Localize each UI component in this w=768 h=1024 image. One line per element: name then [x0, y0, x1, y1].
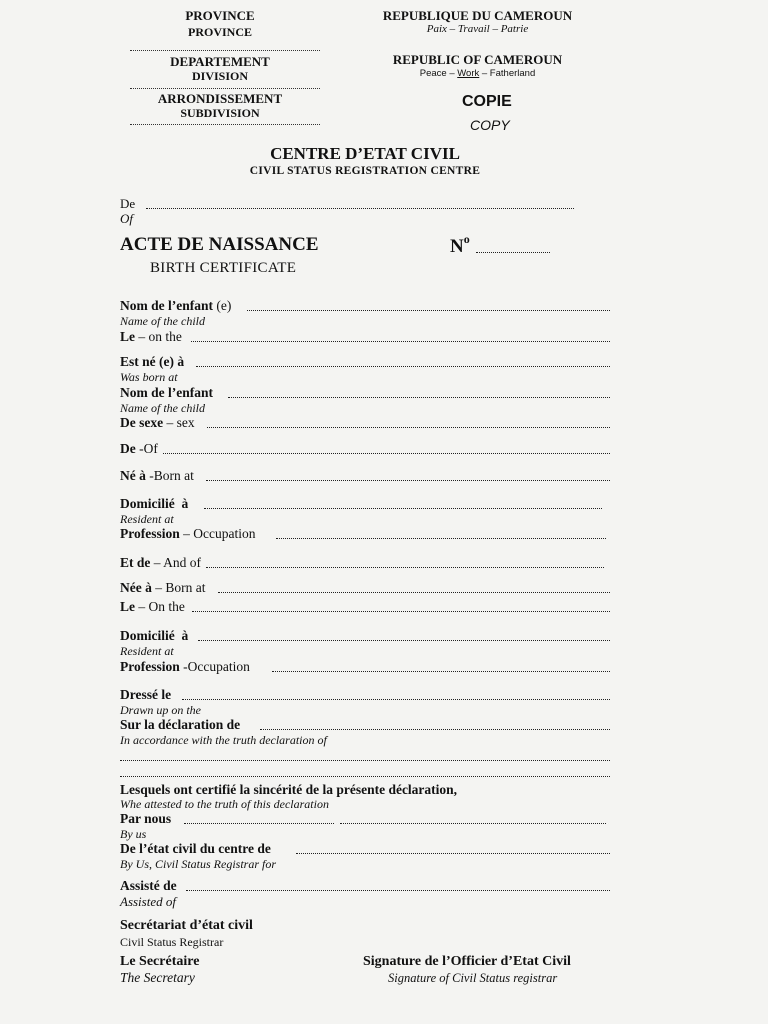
par-nous-blank-1 [184, 823, 334, 824]
dresse-le-en: Drawn up on the [120, 703, 201, 717]
profession-1-extra: – Occupation [179, 526, 256, 541]
de-sexe-fr: De sexe [120, 415, 164, 430]
arrondissement-en: SUBDIVISION [180, 106, 260, 120]
par-nous-label: Par nous [120, 811, 172, 826]
degree-icon: o [463, 232, 470, 246]
est-ne-en: Was born at [120, 370, 178, 384]
profession-1-label [120, 526, 255, 542]
nee-a-fr: Née à [120, 580, 152, 595]
nom-enfant-label [120, 298, 231, 314]
domicilie-2-blank [198, 640, 610, 641]
secretariat-en: Civil Status Registrar [120, 935, 224, 949]
et-de-label [120, 555, 201, 571]
declaration-blank-line-2 [120, 776, 610, 777]
number-label-text: N [450, 236, 464, 257]
nom-enfant-extra: (e) [213, 298, 232, 313]
certificate-title-en: BIRTH CERTIFICATE [150, 260, 297, 276]
le-on-the-fr: Le [120, 329, 135, 344]
sur-declaration-label: Sur la déclaration de [120, 717, 241, 732]
dresse-le-blank [182, 699, 610, 700]
profession-1-blank [276, 538, 606, 539]
lesquels-label: Lesquels ont certifié la sincérité de la présente déclaration, [120, 782, 458, 797]
de-of-extra: -Of [135, 441, 158, 456]
domicilie-1-blank [204, 508, 602, 509]
republic-en: REPUBLIC OF CAMEROUN [392, 52, 563, 67]
centre-title-fr: CENTRE D’ETAT CIVIL [270, 144, 460, 163]
le-on-the-blank [191, 341, 610, 342]
province-separator [130, 50, 320, 51]
dresse-le-label: Dressé le [120, 687, 172, 702]
de-blank [146, 208, 574, 209]
par-nous-en: By us [120, 827, 147, 841]
et-de-extra: – And of [150, 555, 201, 570]
copie-label: COPIE [462, 93, 512, 110]
ne-a-extra: -Born at [145, 468, 194, 483]
motto-en-part1: Peace – [419, 68, 458, 79]
number-label [450, 232, 470, 258]
etat-civil-centre-blank [296, 853, 610, 854]
nom-enfant-2-label: Nom de l’enfant [120, 385, 213, 400]
lesquels-en: Whe attested to the truth of this declaration [120, 797, 329, 811]
de-label: De [120, 196, 136, 211]
etat-civil-centre-en: By Us, Civil Status Registrar for [120, 857, 276, 871]
nom-enfant-2-blank [228, 397, 610, 398]
et-de-blank [206, 567, 604, 568]
domicilie-1-en: Resident at [120, 512, 174, 526]
le-on-label [120, 599, 185, 615]
le-on-the-label [120, 329, 182, 345]
profession-2-label [120, 659, 250, 675]
ne-a-label [120, 468, 194, 484]
profession-1-fr: Profession [120, 526, 180, 541]
etat-civil-centre-label: De l’état civil du centre de [120, 841, 271, 856]
nee-a-blank [218, 592, 610, 593]
assiste-de-label: Assisté de [120, 878, 177, 893]
domicilie-2-label: Domicilié à [120, 628, 189, 643]
departement-en: DIVISION [191, 69, 248, 83]
certificate-title-fr: ACTE DE NAISSANCE [120, 234, 319, 255]
motto-fr: Paix – Travail – Patrie [426, 23, 529, 35]
le-on-blank [192, 611, 610, 612]
nom-enfant-2-en: Name of the child [120, 401, 205, 415]
domicilie-1-label: Domicilié à [120, 496, 189, 511]
et-de-fr: Et de [120, 555, 151, 570]
departement-fr: DEPARTEMENT [170, 54, 270, 69]
est-ne-label: Est né (e) à [120, 354, 185, 369]
copy-label: COPY [470, 117, 510, 133]
centre-title-en: CIVIL STATUS REGISTRATION CENTRE [249, 165, 481, 177]
de-sexe-label [120, 415, 195, 431]
profession-2-extra: -Occupation [179, 659, 250, 674]
sur-declaration-blank [260, 729, 610, 730]
profession-2-blank [272, 671, 610, 672]
secretariat-fr: Secrétariat d’état civil [120, 918, 253, 933]
assiste-de-blank [186, 890, 610, 891]
sur-declaration-en: In accordance with the truth declaration of [120, 733, 327, 747]
secretaire-fr: Le Secrétaire [120, 954, 200, 969]
motto-en [345, 68, 610, 79]
division-separator [130, 88, 320, 89]
ne-a-blank [206, 480, 610, 481]
republic-fr: REPUBLIQUE DU CAMEROUN [382, 8, 573, 23]
le-on-extra: – On the [135, 599, 185, 614]
secretaire-en: The Secretary [120, 970, 195, 985]
province-en: PROVINCE [187, 25, 252, 39]
domicilie-2-en: Resident at [120, 644, 174, 658]
arrondissement-fr: ARRONDISSEMENT [157, 91, 283, 106]
signature-en: Signature of Civil Status registrar [388, 971, 558, 985]
assiste-de-en: Assisted of [120, 894, 176, 909]
nee-a-label [120, 580, 205, 596]
province-fr: PROVINCE [185, 8, 255, 23]
ne-a-fr: Né à [120, 468, 146, 483]
motto-en-work: Work [457, 68, 480, 79]
motto-en-part2: – Fatherland [479, 68, 536, 79]
de-sexe-extra: – sex [163, 415, 195, 430]
est-ne-blank [196, 366, 610, 367]
de-of-label [120, 441, 158, 457]
of-label: Of [120, 211, 133, 226]
declaration-blank-line-1 [120, 760, 610, 761]
le-on-fr: Le [120, 599, 135, 614]
nom-enfant-fr: Nom de l’enfant [120, 298, 213, 313]
par-nous-blank-2 [340, 823, 606, 824]
nee-a-extra: – Born at [151, 580, 206, 595]
de-of-blank [163, 453, 610, 454]
number-blank [476, 252, 550, 253]
nom-enfant-en: Name of the child [120, 314, 205, 328]
nom-enfant-blank [247, 310, 610, 311]
profession-2-fr: Profession [120, 659, 180, 674]
le-on-the-extra: – on the [135, 329, 182, 344]
de-of-fr: De [120, 441, 136, 456]
signature-fr: Signature de l’Officier d’Etat Civil [363, 954, 571, 969]
de-sexe-blank [207, 427, 610, 428]
subdivision-separator [130, 124, 320, 125]
